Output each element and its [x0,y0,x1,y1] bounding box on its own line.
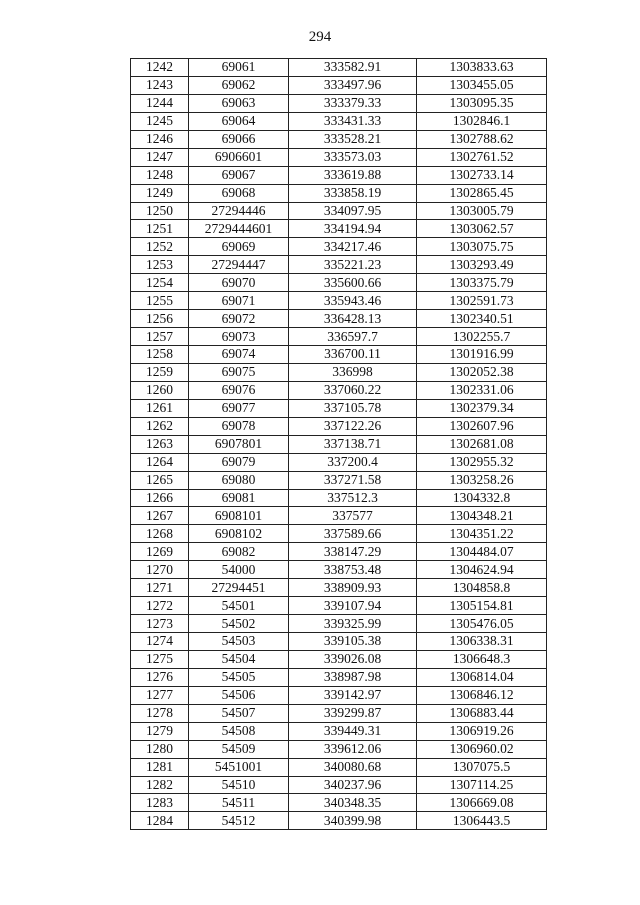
y-coordinate-cell: 1304858.8 [417,579,547,597]
coordinates-table [130,58,547,830]
row-index-cell: 1264 [131,453,189,471]
point-id-cell: 69075 [189,363,289,381]
point-id-cell: 2729444601 [189,220,289,238]
x-coordinate-cell: 338753.48 [289,561,417,579]
x-coordinate-cell: 339449.31 [289,722,417,740]
point-id-cell: 54506 [189,686,289,704]
x-coordinate-cell: 337200.4 [289,453,417,471]
row-index-cell: 1253 [131,256,189,274]
point-id-cell: 69076 [189,381,289,399]
point-id-cell: 54508 [189,722,289,740]
x-coordinate-cell: 333573.03 [289,148,417,166]
point-id-cell: 54503 [189,633,289,651]
table-row [131,238,547,256]
table-row [131,686,547,704]
table-row [131,346,547,364]
y-coordinate-cell: 1303095.35 [417,94,547,112]
point-id-cell: 69062 [189,76,289,94]
row-index-cell: 1266 [131,489,189,507]
table-row [131,112,547,130]
row-index-cell: 1248 [131,166,189,184]
point-id-cell: 69078 [189,417,289,435]
x-coordinate-cell: 339299.87 [289,704,417,722]
x-coordinate-cell: 337271.58 [289,471,417,489]
table-row [131,722,547,740]
point-id-cell: 5451001 [189,758,289,776]
row-index-cell: 1259 [131,363,189,381]
y-coordinate-cell: 1302761.52 [417,148,547,166]
point-id-cell: 69081 [189,489,289,507]
x-coordinate-cell: 333497.96 [289,76,417,94]
x-coordinate-cell: 339142.97 [289,686,417,704]
table-row [131,507,547,525]
table-row [131,166,547,184]
point-id-cell: 54509 [189,740,289,758]
point-id-cell: 54504 [189,650,289,668]
y-coordinate-cell: 1302846.1 [417,112,547,130]
x-coordinate-cell: 336998 [289,363,417,381]
x-coordinate-cell: 335600.66 [289,274,417,292]
x-coordinate-cell: 340399.98 [289,812,417,830]
table-row [131,399,547,417]
row-index-cell: 1250 [131,202,189,220]
row-index-cell: 1268 [131,525,189,543]
point-id-cell: 54512 [189,812,289,830]
y-coordinate-cell: 1307114.25 [417,776,547,794]
row-index-cell: 1246 [131,130,189,148]
row-index-cell: 1260 [131,381,189,399]
y-coordinate-cell: 1303293.49 [417,256,547,274]
point-id-cell: 54505 [189,668,289,686]
table-row [131,76,547,94]
y-coordinate-cell: 1302733.14 [417,166,547,184]
point-id-cell: 69080 [189,471,289,489]
table-row [131,453,547,471]
y-coordinate-cell: 1306883.44 [417,704,547,722]
x-coordinate-cell: 336597.7 [289,328,417,346]
x-coordinate-cell: 338147.29 [289,543,417,561]
row-index-cell: 1256 [131,310,189,328]
table-row [131,435,547,453]
x-coordinate-cell: 333619.88 [289,166,417,184]
table-row [131,363,547,381]
row-index-cell: 1245 [131,112,189,130]
y-coordinate-cell: 1304332.8 [417,489,547,507]
y-coordinate-cell: 1303005.79 [417,202,547,220]
y-coordinate-cell: 1302591.73 [417,292,547,310]
row-index-cell: 1273 [131,615,189,633]
row-index-cell: 1261 [131,399,189,417]
table-row [131,543,547,561]
page-number: 294 [308,29,332,45]
x-coordinate-cell: 338909.93 [289,579,417,597]
x-coordinate-cell: 337105.78 [289,399,417,417]
x-coordinate-cell: 339026.08 [289,650,417,668]
point-id-cell: 69074 [189,346,289,364]
y-coordinate-cell: 1302681.08 [417,435,547,453]
table-row [131,794,547,812]
y-coordinate-cell: 1303062.57 [417,220,547,238]
point-id-cell: 69072 [189,310,289,328]
row-index-cell: 1271 [131,579,189,597]
x-coordinate-cell: 340348.35 [289,794,417,812]
point-id-cell: 69064 [189,112,289,130]
point-id-cell: 6908101 [189,507,289,525]
point-id-cell: 54507 [189,704,289,722]
x-coordinate-cell: 334217.46 [289,238,417,256]
x-coordinate-cell: 339612.06 [289,740,417,758]
x-coordinate-cell: 333431.33 [289,112,417,130]
row-index-cell: 1242 [131,59,189,77]
row-index-cell: 1251 [131,220,189,238]
table-row [131,184,547,202]
y-coordinate-cell: 1305476.05 [417,615,547,633]
row-index-cell: 1276 [131,668,189,686]
point-id-cell: 6908102 [189,525,289,543]
y-coordinate-cell: 1302331.06 [417,381,547,399]
row-index-cell: 1279 [131,722,189,740]
x-coordinate-cell: 337589.66 [289,525,417,543]
point-id-cell: 69077 [189,399,289,417]
y-coordinate-cell: 1307075.5 [417,758,547,776]
table-row [131,59,547,77]
point-id-cell: 54511 [189,794,289,812]
point-id-cell: 27294451 [189,579,289,597]
y-coordinate-cell: 1302865.45 [417,184,547,202]
point-id-cell: 69082 [189,543,289,561]
point-id-cell: 69079 [189,453,289,471]
row-index-cell: 1243 [131,76,189,94]
point-id-cell: 27294447 [189,256,289,274]
row-index-cell: 1252 [131,238,189,256]
x-coordinate-cell: 339107.94 [289,597,417,615]
table-row [131,579,547,597]
x-coordinate-cell: 337138.71 [289,435,417,453]
point-id-cell: 6907801 [189,435,289,453]
table-row [131,328,547,346]
y-coordinate-cell: 1302788.62 [417,130,547,148]
x-coordinate-cell: 337060.22 [289,381,417,399]
x-coordinate-cell: 339105.38 [289,633,417,651]
row-index-cell: 1258 [131,346,189,364]
table-row [131,758,547,776]
table-row [131,489,547,507]
row-index-cell: 1265 [131,471,189,489]
y-coordinate-cell: 1304624.94 [417,561,547,579]
table-row [131,310,547,328]
y-coordinate-cell: 1306846.12 [417,686,547,704]
point-id-cell: 69068 [189,184,289,202]
table-row [131,597,547,615]
row-index-cell: 1270 [131,561,189,579]
row-index-cell: 1282 [131,776,189,794]
x-coordinate-cell: 338987.98 [289,668,417,686]
x-coordinate-cell: 337512.3 [289,489,417,507]
point-id-cell: 54510 [189,776,289,794]
row-index-cell: 1255 [131,292,189,310]
x-coordinate-cell: 336428.13 [289,310,417,328]
point-id-cell: 54000 [189,561,289,579]
y-coordinate-cell: 1302607.96 [417,417,547,435]
table-row [131,704,547,722]
table-row [131,471,547,489]
point-id-cell: 69069 [189,238,289,256]
table-row [131,668,547,686]
y-coordinate-cell: 1303375.79 [417,274,547,292]
x-coordinate-cell: 337577 [289,507,417,525]
y-coordinate-cell: 1303833.63 [417,59,547,77]
row-index-cell: 1263 [131,435,189,453]
table-row [131,776,547,794]
row-index-cell: 1278 [131,704,189,722]
table-row [131,650,547,668]
y-coordinate-cell: 1302379.34 [417,399,547,417]
y-coordinate-cell: 1304351.22 [417,525,547,543]
point-id-cell: 69073 [189,328,289,346]
y-coordinate-cell: 1306669.08 [417,794,547,812]
y-coordinate-cell: 1306814.04 [417,668,547,686]
y-coordinate-cell: 1302955.32 [417,453,547,471]
y-coordinate-cell: 1306919.26 [417,722,547,740]
point-id-cell: 69070 [189,274,289,292]
x-coordinate-cell: 335943.46 [289,292,417,310]
table-row [131,525,547,543]
y-coordinate-cell: 1301916.99 [417,346,547,364]
point-id-cell: 6906601 [189,148,289,166]
point-id-cell: 69061 [189,59,289,77]
table-row [131,202,547,220]
table-row [131,148,547,166]
point-id-cell: 69071 [189,292,289,310]
x-coordinate-cell: 340080.68 [289,758,417,776]
x-coordinate-cell: 337122.26 [289,417,417,435]
table-row [131,417,547,435]
table-row [131,94,547,112]
y-coordinate-cell: 1306443.5 [417,812,547,830]
table-row [131,220,547,238]
table-row [131,130,547,148]
table-row [131,740,547,758]
row-index-cell: 1281 [131,758,189,776]
table-row [131,633,547,651]
y-coordinate-cell: 1303258.26 [417,471,547,489]
x-coordinate-cell: 335221.23 [289,256,417,274]
x-coordinate-cell: 339325.99 [289,615,417,633]
row-index-cell: 1254 [131,274,189,292]
point-id-cell: 27294446 [189,202,289,220]
point-id-cell: 69063 [189,94,289,112]
x-coordinate-cell: 334194.94 [289,220,417,238]
table-row [131,381,547,399]
row-index-cell: 1277 [131,686,189,704]
x-coordinate-cell: 334097.95 [289,202,417,220]
y-coordinate-cell: 1306648.3 [417,650,547,668]
table-row [131,256,547,274]
y-coordinate-cell: 1302052.38 [417,363,547,381]
y-coordinate-cell: 1306960.02 [417,740,547,758]
point-id-cell: 54502 [189,615,289,633]
x-coordinate-cell: 333528.21 [289,130,417,148]
row-index-cell: 1249 [131,184,189,202]
x-coordinate-cell: 333582.91 [289,59,417,77]
row-index-cell: 1280 [131,740,189,758]
y-coordinate-cell: 1302340.51 [417,310,547,328]
table-row [131,561,547,579]
row-index-cell: 1283 [131,794,189,812]
table-row [131,812,547,830]
row-index-cell: 1284 [131,812,189,830]
row-index-cell: 1247 [131,148,189,166]
y-coordinate-cell: 1303455.05 [417,76,547,94]
table-row [131,292,547,310]
row-index-cell: 1275 [131,650,189,668]
row-index-cell: 1269 [131,543,189,561]
y-coordinate-cell: 1304348.21 [417,507,547,525]
row-index-cell: 1244 [131,94,189,112]
point-id-cell: 69066 [189,130,289,148]
x-coordinate-cell: 340237.96 [289,776,417,794]
x-coordinate-cell: 333858.19 [289,184,417,202]
point-id-cell: 69067 [189,166,289,184]
row-index-cell: 1262 [131,417,189,435]
x-coordinate-cell: 336700.11 [289,346,417,364]
y-coordinate-cell: 1306338.31 [417,633,547,651]
y-coordinate-cell: 1304484.07 [417,543,547,561]
table-row [131,615,547,633]
y-coordinate-cell: 1302255.7 [417,328,547,346]
y-coordinate-cell: 1303075.75 [417,238,547,256]
table-row [131,274,547,292]
x-coordinate-cell: 333379.33 [289,94,417,112]
row-index-cell: 1267 [131,507,189,525]
row-index-cell: 1274 [131,633,189,651]
y-coordinate-cell: 1305154.81 [417,597,547,615]
row-index-cell: 1257 [131,328,189,346]
coordinates-table-body [131,59,547,830]
row-index-cell: 1272 [131,597,189,615]
point-id-cell: 54501 [189,597,289,615]
